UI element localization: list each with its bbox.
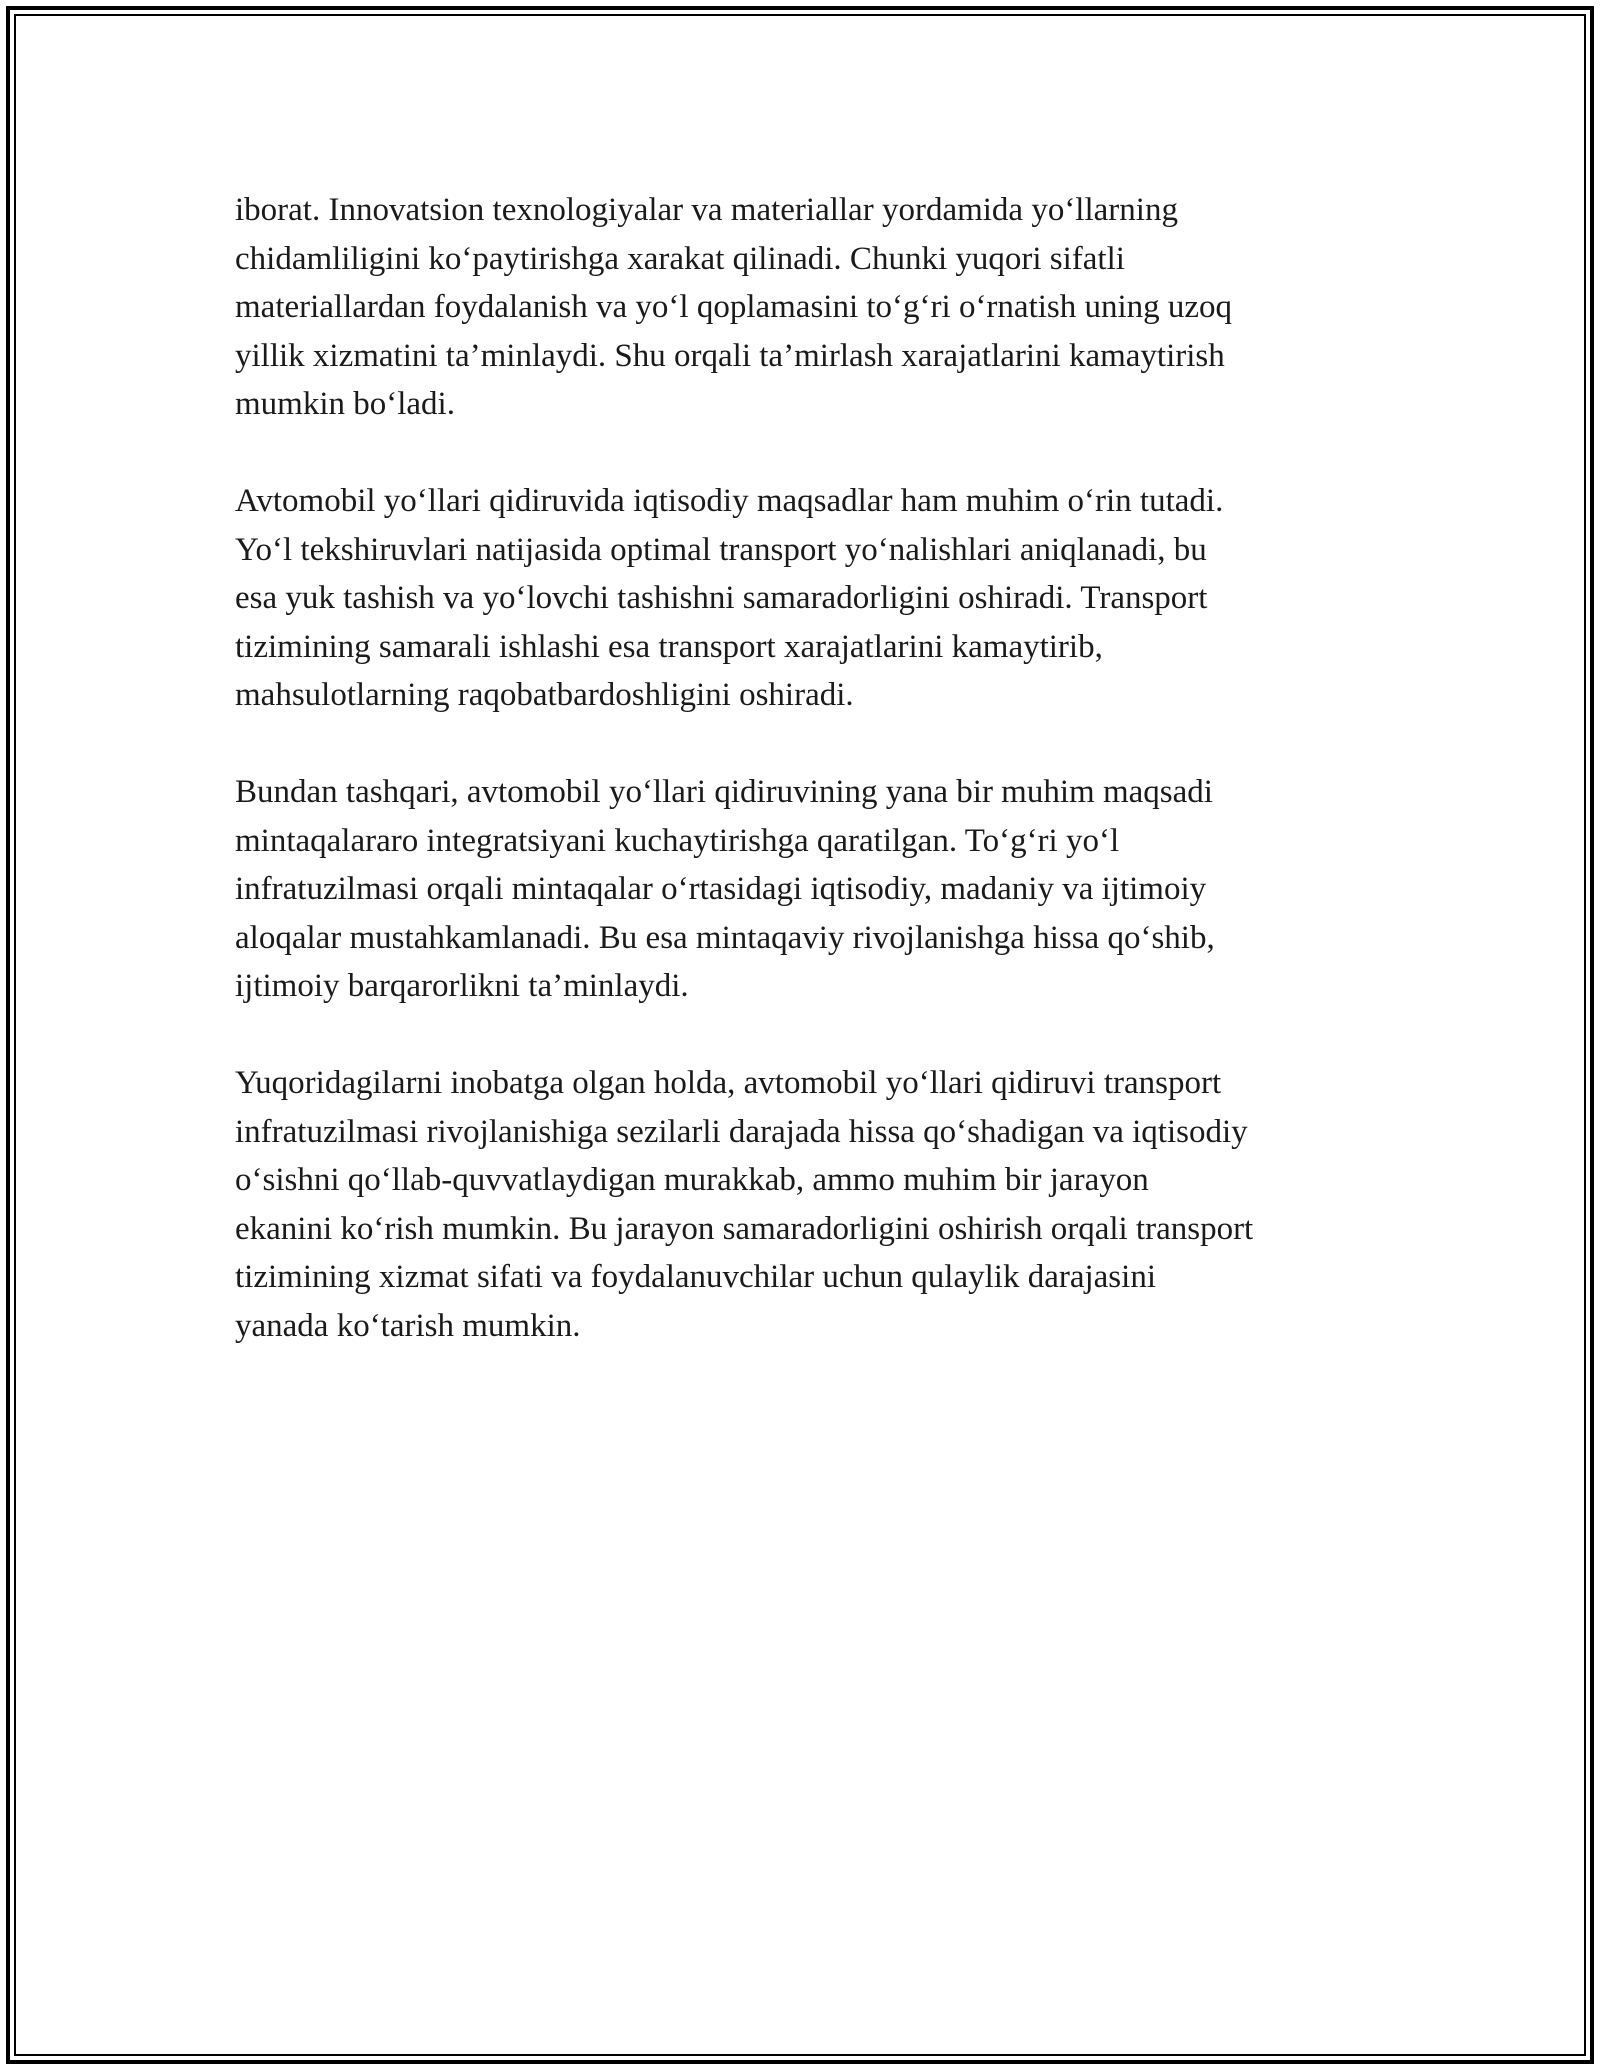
text-line: mumkin bo‘ladi. <box>235 386 455 422</box>
document-body <box>235 186 1395 1399</box>
text-line: ijtimoiy barqarorlikni ta’minlaydi. <box>235 968 689 1004</box>
text-line: materiallardan foydalanish va yo‘l qoplamasini to‘g‘ri o‘rnatish uning uzoq <box>235 289 1233 325</box>
text-line: o‘sishni qo‘llab-quvvatlaydigan murakkab, ammo muhim bir jarayon <box>235 1162 1149 1198</box>
paragraph-4 <box>235 1059 1395 1350</box>
text-line: tizimining samarali ishlashi esa transport xarajatlarini kamaytirib, <box>235 628 1103 665</box>
text-line: yanada ko‘tarish mumkin. <box>235 1307 581 1344</box>
paragraph-1 <box>235 186 1395 429</box>
paragraph-3 <box>235 768 1395 1011</box>
text-line: Avtomobil yo‘llari qidiruvida iqtisodiy maqsadlar ham muhim o‘rin tutadi. <box>235 483 1224 519</box>
text-line: yillik xizmatini ta’minlaydi. Shu orqali ta’mirlash xarajatlarini kamaytirish <box>235 337 1225 374</box>
text-line: mintaqalararo integratsiyani kuchaytirishga qaratilgan. To‘g‘ri yo‘l <box>235 822 1120 859</box>
text-line: tizimining xizmat sifati va foydalanuvchilar uchun qulaylik darajasini <box>235 1259 1156 1295</box>
text-line: ekanini ko‘rish mumkin. Bu jarayon samaradorligini oshirish orqali transport <box>235 1210 1254 1247</box>
text-line: chidamliligini ko‘paytirishga xarakat qilinadi. Chunki yuqori sifatli <box>235 240 1125 277</box>
text-line: Yuqoridagilarni inobatga olgan holda, avtomobil yo‘llari qidiruvi transport <box>235 1065 1222 1101</box>
text-line: esa yuk tashish va yo‘lovchi tashishni samaradorligini oshiradi. Transport <box>235 580 1208 616</box>
text-line: aloqalar mustahkamlanadi. Bu esa mintaqaviy rivojlanishga hissa qo‘shib, <box>235 919 1215 956</box>
text-line: iborat. Innovatsion texnologiyalar va materiallar yordamida yo‘llarning <box>235 192 1178 228</box>
text-line: mahsulotlarning raqobatbardoshligini oshiradi. <box>235 677 854 713</box>
text-line: infratuzilmasi rivojlanishiga sezilarli darajada hissa qo‘shadigan va iqtisodiy <box>235 1113 1248 1150</box>
text-line: Bundan tashqari, avtomobil yo‘llari qidiruvining yana bir muhim maqsadi <box>235 774 1213 810</box>
text-line: infratuzilmasi orqali mintaqalar o‘rtasidagi iqtisodiy, madaniy va ijtimoiy <box>235 871 1207 907</box>
paragraph-2 <box>235 477 1395 720</box>
text-line: Yo‘l tekshiruvlari natijasida optimal transport yo‘nalishlari aniqlanadi, bu <box>235 531 1207 568</box>
